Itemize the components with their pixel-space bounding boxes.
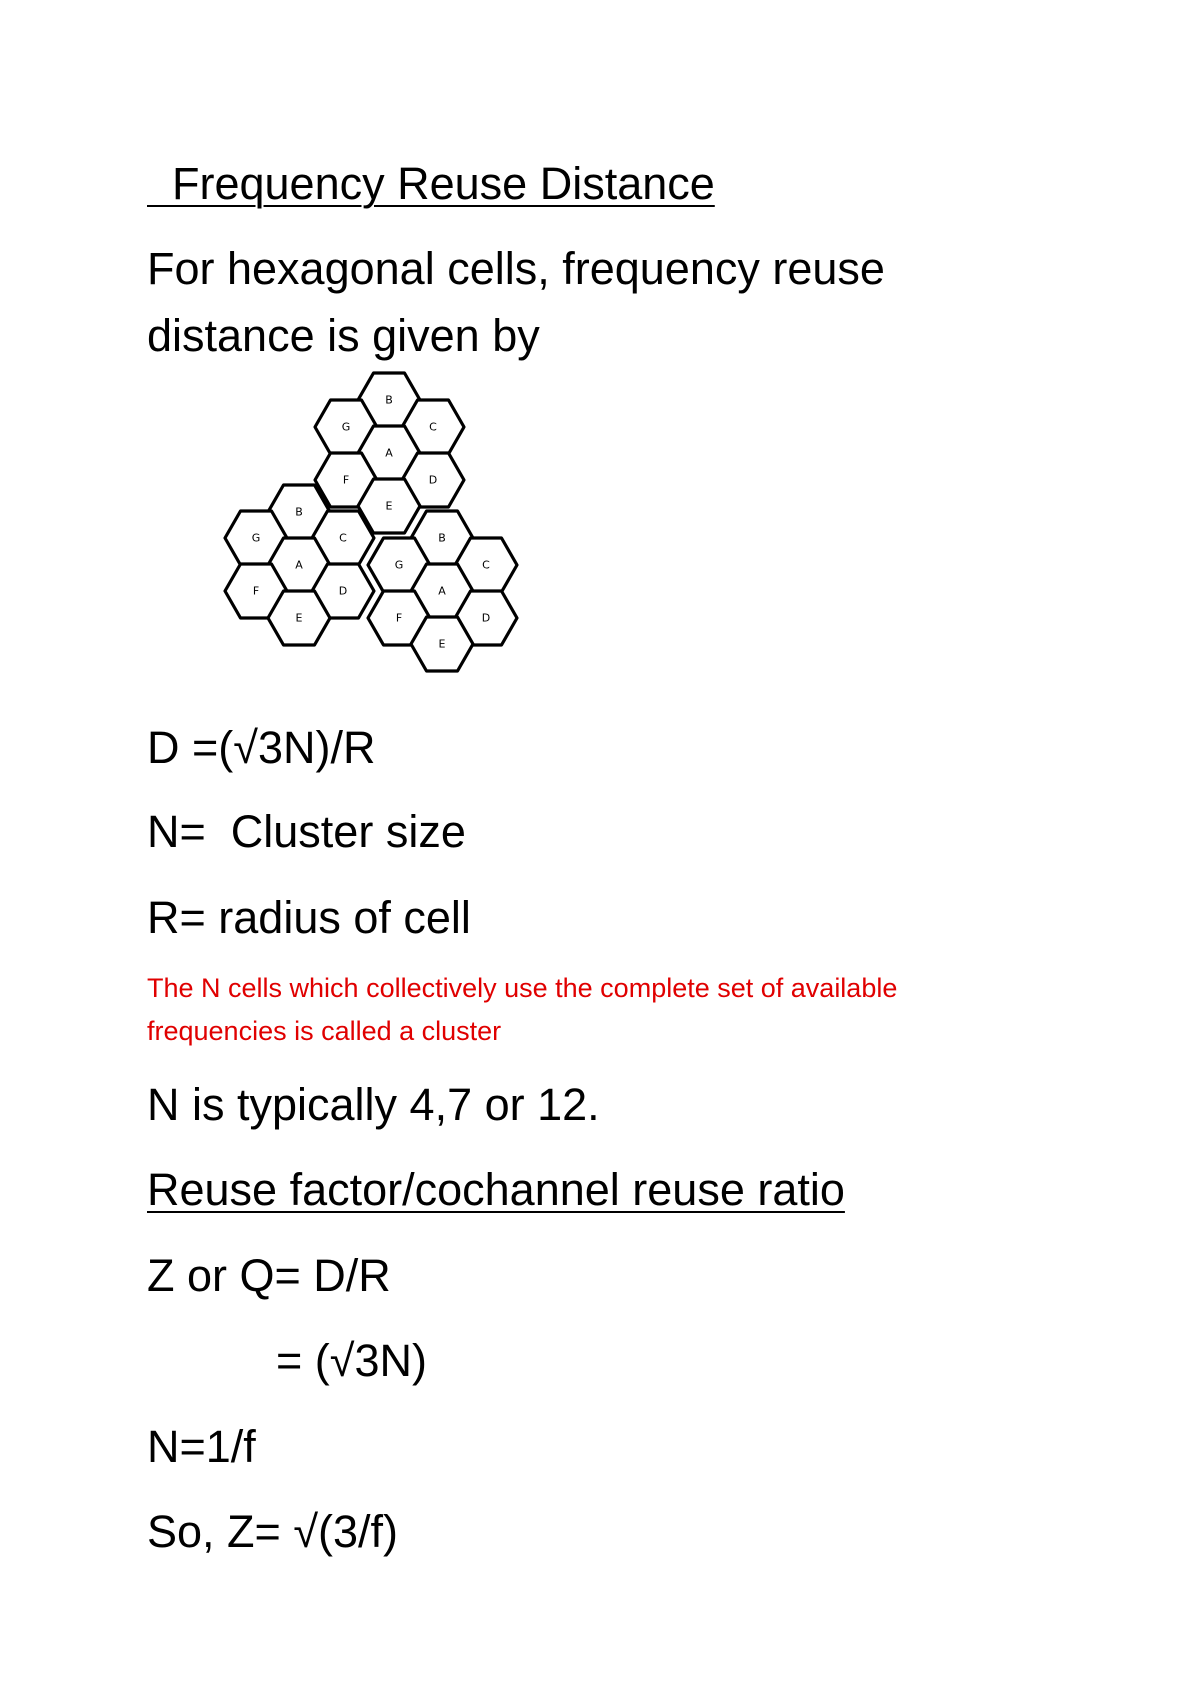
reuse-factor-heading: Reuse factor/cochannel reuse ratio (147, 1164, 845, 1215)
hex-cell-label: C (482, 558, 490, 572)
hex-cell-label: B (295, 505, 303, 519)
z-final-equation: So, Z= √(3/f) (147, 1506, 399, 1557)
hex-cell-label: G (251, 531, 261, 545)
page-title: Frequency Reuse Distance (147, 158, 715, 209)
definition-r: R= radius of cell (147, 892, 471, 943)
cluster-note-line-2: frequencies is called a cluster (147, 1016, 502, 1046)
hex-cell-label: A (295, 558, 303, 572)
n-typical-values: N is typically 4,7 or 12. (147, 1079, 600, 1130)
definition-n: N= Cluster size (147, 806, 466, 857)
intro-text-line-2: distance is given by (147, 310, 540, 361)
hex-cell-label: C (429, 420, 437, 434)
hex-cell-label: G (341, 420, 351, 434)
hex-cell-label: A (385, 446, 393, 460)
hex-cell-label: E (295, 611, 303, 625)
hex-cell-label: F (395, 611, 403, 625)
hex-cell-label: D (481, 611, 491, 625)
n-equation: N=1/f (147, 1421, 256, 1472)
hex-cell-label: D (338, 584, 348, 598)
hex-cell-label: E (438, 637, 446, 651)
hex-cell-label: B (385, 393, 393, 407)
z-equation-1: Z or Q= D/R (147, 1250, 391, 1301)
hex-cell-label: B (438, 531, 446, 545)
hexagonal-cell-cluster-diagram (200, 370, 540, 685)
hex-cell-label: F (252, 584, 260, 598)
formula-d: D =(√3N)/R (147, 722, 376, 773)
z-equation-2: = (√3N) (276, 1335, 427, 1386)
hex-cell-label: C (339, 531, 347, 545)
hex-cell-label: E (385, 499, 393, 513)
hex-cell-label: G (394, 558, 404, 572)
hex-cell-label: A (438, 584, 446, 598)
hex-cell-label: D (428, 473, 438, 487)
hex-cell-label: F (342, 473, 350, 487)
intro-text-line-1: For hexagonal cells, frequency reuse (147, 243, 885, 294)
cluster-note-line-1: The N cells which collectively use the complete set of available (147, 973, 898, 1003)
